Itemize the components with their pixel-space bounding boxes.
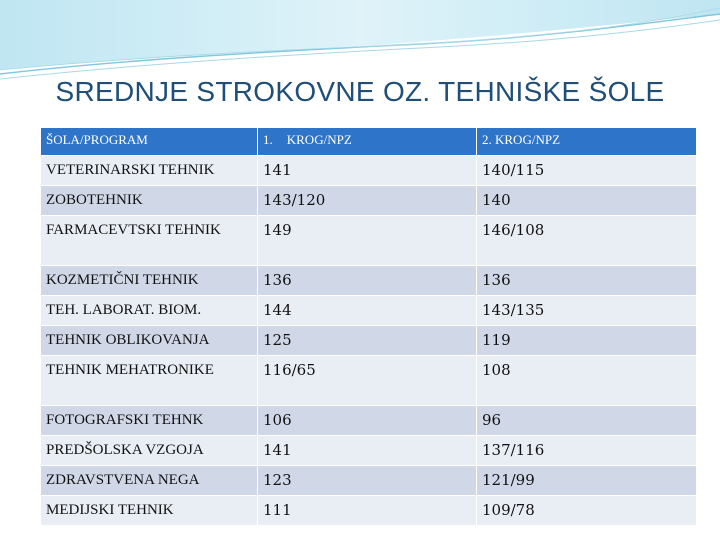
header-round-1-label: KROG/NPZ xyxy=(286,132,352,147)
round-2-cell: 140 xyxy=(477,186,697,216)
round-1-cell: 143/120 xyxy=(258,186,477,216)
program-cell: PREDŠOLSKA VZGOJA xyxy=(41,436,258,466)
round-2-cell: 96 xyxy=(477,406,697,436)
program-cell: KOZMETIČNI TEHNIK xyxy=(41,266,258,296)
table-row xyxy=(41,466,697,496)
round-1-cell: 106 xyxy=(258,406,477,436)
table-row xyxy=(41,326,697,356)
round-2-cell: 109/78 xyxy=(477,496,697,526)
table-row xyxy=(41,156,697,186)
header-round-1 xyxy=(258,128,477,156)
round-1-cell: 141 xyxy=(258,156,477,186)
round-1-cell: 144 xyxy=(258,296,477,326)
round-2-cell: 143/135 xyxy=(477,296,697,326)
header-program: ŠOLA/PROGRAM xyxy=(41,128,258,156)
page-title: SREDNJE STROKOVNE OZ. TEHNIŠKE ŠOLE xyxy=(55,76,665,107)
round-2-cell: 121/99 xyxy=(477,466,697,496)
round-2-cell: 137/116 xyxy=(477,436,697,466)
program-cell: MEDIJSKI TEHNIK xyxy=(41,496,258,526)
table-header-row xyxy=(41,128,697,156)
program-cell: ZOBOTEHNIK xyxy=(41,186,258,216)
table-row xyxy=(41,216,697,266)
program-cell: TEH. LABORAT. BIOM. xyxy=(41,296,258,326)
table-row xyxy=(41,266,697,296)
round-1-cell: 136 xyxy=(258,266,477,296)
round-1-cell: 141 xyxy=(258,436,477,466)
program-cell: VETERINARSKI TEHNIK xyxy=(41,156,258,186)
program-cell: ZDRAVSTVENA NEGA xyxy=(41,466,258,496)
round-1-cell: 149 xyxy=(258,216,477,266)
program-cell: FOTOGRAFSKI TEHNK xyxy=(41,406,258,436)
table-row xyxy=(41,496,697,526)
round-1-cell: 111 xyxy=(258,496,477,526)
round-2-cell: 136 xyxy=(477,266,697,296)
round-2-cell: 146/108 xyxy=(477,216,697,266)
round-2-cell: 140/115 xyxy=(477,156,697,186)
table-row xyxy=(41,406,697,436)
table-row xyxy=(41,186,697,216)
round-1-cell: 116/65 xyxy=(258,356,477,406)
program-cell: TEHNIK MEHATRONIKE xyxy=(41,356,258,406)
program-cell: TEHNIK OBLIKOVANJA xyxy=(41,326,258,356)
round-1-cell: 123 xyxy=(258,466,477,496)
round-1-cell: 125 xyxy=(258,326,477,356)
table-row xyxy=(41,296,697,326)
table-row xyxy=(41,436,697,466)
program-cell: FARMACEVTSKI TEHNIK xyxy=(41,216,258,266)
round-2-cell: 119 xyxy=(477,326,697,356)
header-round-2: 2. KROG/NPZ xyxy=(477,128,697,156)
round-2-cell: 108 xyxy=(477,356,697,406)
results-table xyxy=(40,127,697,526)
table-row xyxy=(41,356,697,406)
header-round-1-number: 1. xyxy=(263,132,273,147)
